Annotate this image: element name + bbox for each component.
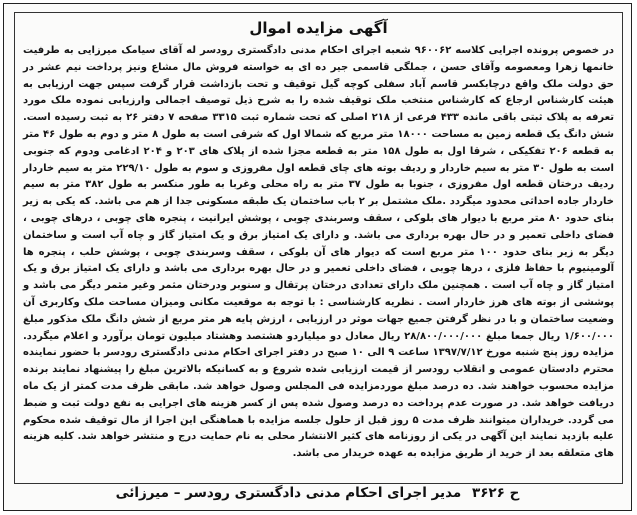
notice-title: آگهی مزایده اموال — [249, 19, 388, 37]
notice-signature: مدیر اجرای احکام مدنی دادگستری رودسر – میرزائی — [115, 485, 462, 501]
newspaper-clipping — [3, 3, 632, 511]
notice-frame — [14, 12, 623, 484]
notice-body — [23, 43, 614, 463]
notice-code: ح ۳۶۲۶ — [471, 485, 520, 501]
notice-body-text: در خصوص پرونده اجرایی کلاسه ۹۶۰۰۶۲ شعبه اجرای احکام مدنی دادگستری رودسر له آقای سیامک میرزایی به طرفیت خانمها زهرا ومعصومه وآقای حسن ، جملگی قاسمی جیر ده ای به خواسته فروش مال مشاع ونیز پرداخت نیم عشر در حق دولت ملک واقع درچابکسر قاسم آباد سفلی کوچه گیل توقیف و تحت بازداشت قرار گرفت سپس جهت ارزیابی به هیئت کارشناس ارجاع که کارشناس منتخب ملک توقیف شده را به شرح ذیل توصیف اجمالی وارزیابی نموده ملک مورد تعرفه به پلاک ثبتی باقی مانده ۴۳۳ فرعی از ۲۱۸ اصلی که تحت شماره ثبت ۳۳۱۵ صفحه ۷ دفتر ۲۶ به ثبت رسیده است. شش دانگ یک قطعه زمین به مساحت ۱۸۰۰۰ متر مربع که شمالا اول که شرقی است به طول ۸ متر و دوم به طول ۴۶ متر به قطعه ۲۰۶ تفکیکی ، شرقا اول به طول ۱۵۸ متر به قطعه مجزا شده از پلاک های ۲۰۳ و ۲۰۴ ادغامی ودوم که جنوبی است به طول ۳۰ متر به سیم خاردار و ردیف بوته های چای قطعه اول مفروزی و سوم به طول ۲۲۹/۱۰ متر به سیم خاردار ردیف درختان قطعه اول مفروزی ، جنوبا به طول ۳۷ متر به راه محلی وغربا به طور منکسر به طول ۳۸۲ متر به سیم خاردار جاده احداثی محدود میگردد .ملک مشتمل بر ۲ باب ساختمان یک طبقه مسکونی جدا از هم می باشد. که یکی به زیر بنای حدود ۸۰ متر مربع با دیوار های بلوکی ، سقف وسربندی چوبی ، پوشش ایرانیت ، پنجره های چوبی ، درهای چوبی ، فضای داخلی تعمیر و در حال بهره برداری می باشد. و دارای یک امتیاز برق و یک امتیاز گاز و چاه آب است و ساختمان دیگر به زیر بنای حدود ۱۰۰ متر مربع است که دیوار های آن بلوکی ، سقف وسربندی چوبی ، پوشش حلب ، پنجره ها آلومینیوم با حفاظ فلزی ، درها چوبی ، فضای داخلی تعمیر و در حال بهره برداری می باشد و دارای یک امتیاز برق و یک امتیاز گاز و چاه آب است . همچنین ملک دارای تعدادی درختان پرتقال و سنوبر ودرختان مثمر وغیر مثمر دیگر می باشد و پوششی از بوته های هرز خاردار است . نظریه کارشناسی : با توجه به موقعیت مکانی ومیزان مساحت ملک وکاربری آن وضعیت ساختمان و با در نظر گرفتن جمیع جهات موثر در ارزیابی ، ارزش پایه هر متر مربع از شش دانگ ملک مذکور مبلغ ۱/۶۰۰/۰۰۰ ریال جمعا مبلغ ۲۸/۸۰۰/۰۰۰/۰۰۰ ریال معادل دو میلیاردو هشتصد وهشتاد میلیون تومان برآورد و اعلام میگردد. مزایده روز پنج شنبه مورخ ۱۳۹۷/۷/۱۲ ساعت ۹ الی ۱۰ صبح در دفتر اجرای احکام مدنی دادگستری رودسر با حضور نماینده محترم دادستان عمومی و انقلاب رودسر از قیمت ارزیابی شده شروع و به کسانیکه بالاترین مبلغ را پیشنهاد نمایند برنده مزایده محسوب خواهند شد. ده درصد مبلغ موردمزایده فی المجلس وصول خواهد شد. مابقی ظرف مدت کمتر از یک ماه دریافت خواهد شد. در صورت عدم پرداخت ده درصد وصول شده پس از کسر هزینه های اجرایی به نفع دولت ثبت و ضبط می گردد. خریداران میتوانند ظرف مدت ۵ روز قبل از حلول جلسه مزایده با هماهنگی این اجرا از مال توقیف شده محکوم علیه بازدید نمایند این آگهی در یکی از روزنامه های کثیر الانتشار محلی به نام حمایت درج و منتشر خواهد شد. کلیه هزینه های متعلقه بعد از خرید از طریق مزایده به عهده خریدار می باشد. — [23, 45, 615, 460]
notice-footer — [4, 485, 631, 501]
